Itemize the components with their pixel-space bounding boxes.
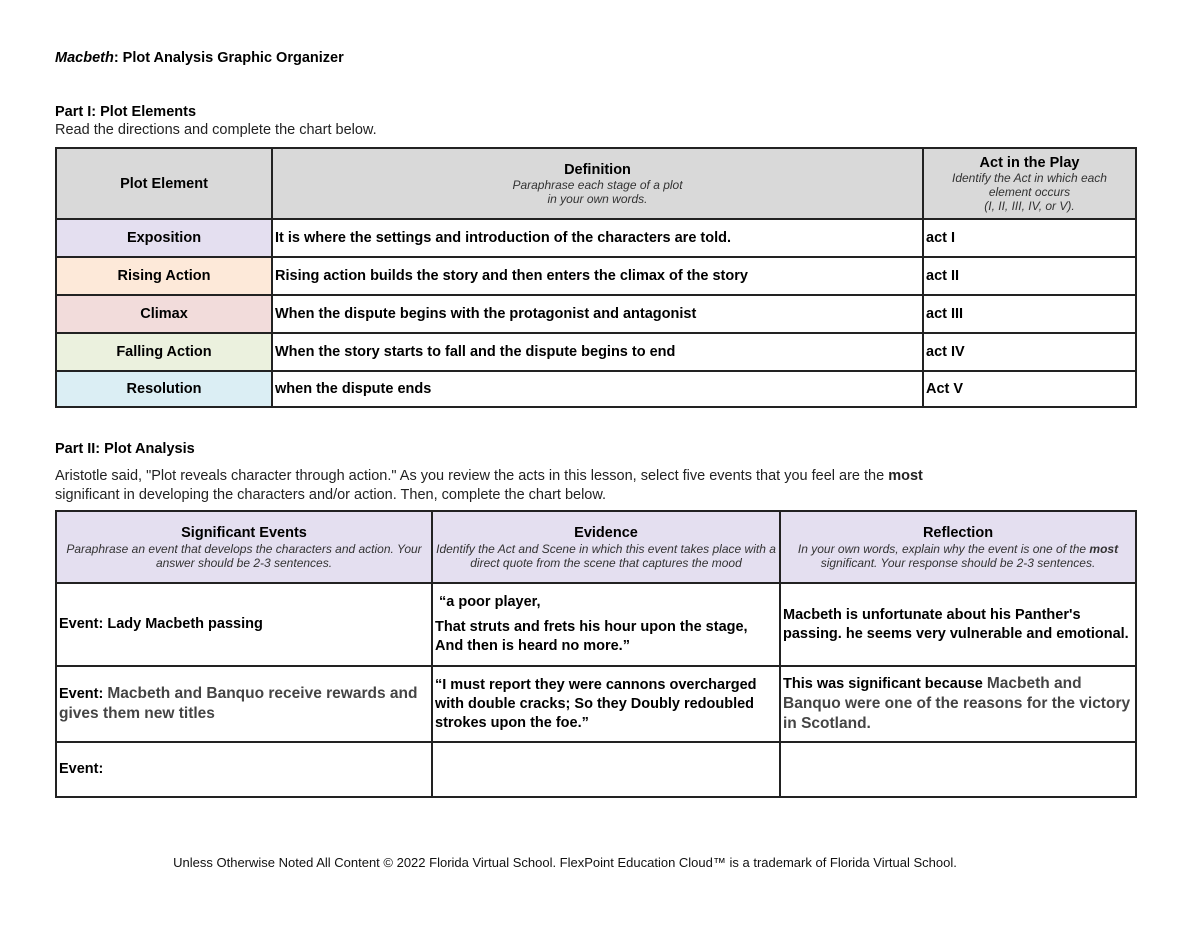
event-cell[interactable]: Event: Macbeth and Banquo receive rewards and gives them new titles [56,666,432,742]
reflection-cell[interactable]: Macbeth is unfortunate about his Panther's passing. he seems very vulnerable and emotional. [780,583,1136,666]
table-row [56,742,1136,797]
header-reflection: Reflection In your own words, explain why the event is one of the most significant. Your response should be 2-3 sentences. [780,511,1136,583]
plot-element-cell: Rising Action [56,257,272,295]
part1-directions: Read the directions and complete the chart below. [55,122,377,138]
definition-cell[interactable]: It is where the settings and introduction of the characters are told. [272,219,923,257]
reflection-cell[interactable] [780,742,1136,797]
table-row [56,333,1136,371]
act-cell[interactable]: act III [923,295,1136,333]
header-plot-element: Plot Element [56,148,272,219]
part1-heading: Part I: Plot Elements [55,104,197,120]
evidence-cell[interactable]: “a poor player, That struts and frets his hour upon the stage, And then is heard no more.” [432,583,780,666]
table-row [56,583,1136,666]
act-cell[interactable]: act II [923,257,1136,295]
act-cell[interactable]: act IV [923,333,1136,371]
table-row [56,219,1136,257]
act-cell[interactable]: act I [923,219,1136,257]
evidence-cell[interactable]: “I must report they were cannons overcharged with double cracks; So they Doubly redoubled strokes upon the foe.” [432,666,780,742]
header-act: Act in the Play Identify the Act in which each element occurs (I, II, III, IV, or V). [923,148,1136,219]
page-title [55,50,344,66]
part2-heading: Part II: Plot Analysis [55,441,195,457]
table-header-row [56,511,1136,583]
header-significant-events: Significant Events Paraphrase an event that develops the characters and action. Your answer should be 2-3 sentences. [56,511,432,583]
title-rest: : Plot Analysis Graphic Organizer [113,50,344,66]
event-cell[interactable]: Event: [56,742,432,797]
header-evidence: Evidence Identify the Act and Scene in which this event takes place with a direct quote from the scene that captures the mood [432,511,780,583]
plot-element-cell: Falling Action [56,333,272,371]
table-row [56,371,1136,407]
evidence-cell[interactable] [432,742,780,797]
definition-cell[interactable]: Rising action builds the story and then enters the climax of the story [272,257,923,295]
title-play-name: Macbeth [55,50,114,66]
act-cell[interactable]: Act V [923,371,1136,407]
plot-element-cell: Exposition [56,219,272,257]
definition-cell[interactable]: When the dispute begins with the protagonist and antagonist [272,295,923,333]
event-cell[interactable]: Event: Lady Macbeth passing [56,583,432,666]
copyright-footer: Unless Otherwise Noted All Content © 2022 Florida Virtual School. FlexPoint Education Cloud™ is a trademark of Florida Virtual School. [173,855,957,870]
plot-element-cell: Resolution [56,371,272,407]
plot-analysis-table [55,510,1137,798]
part2-directions: Aristotle said, "Plot reveals character through action." As you review the acts in this lesson, select five events that you feel are the most significant in developing the characters and/or action. Then, complete the chart below. [55,468,923,503]
header-definition: Definition Paraphrase each stage of a plot in your own words. [272,148,923,219]
table-header-row [56,148,1136,219]
plot-elements-table [55,147,1137,408]
definition-cell[interactable]: When the story starts to fall and the dispute begins to end [272,333,923,371]
plot-element-cell: Climax [56,295,272,333]
table-row [56,666,1136,742]
table-row [56,257,1136,295]
definition-cell[interactable]: when the dispute ends [272,371,923,407]
reflection-cell[interactable]: This was significant because Macbeth and Banquo were one of the reasons for the victory in Scotland. [780,666,1136,742]
table-row [56,295,1136,333]
